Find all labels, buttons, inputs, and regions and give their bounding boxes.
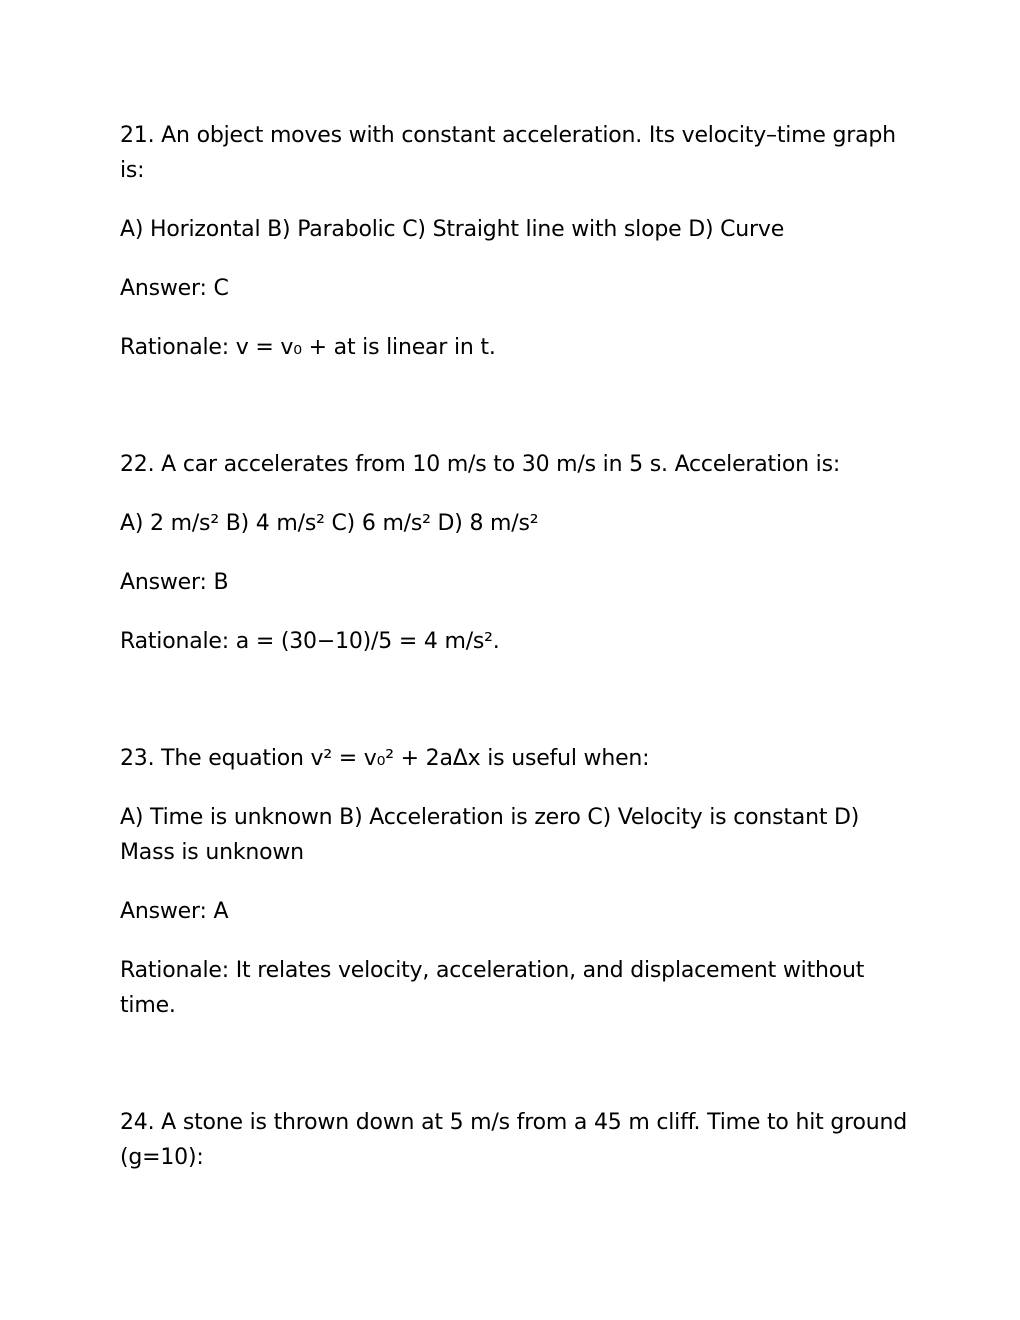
- question-stem: 23. The equation v² = v₀² + 2aΔx is useful when:: [120, 746, 650, 771]
- answer-key: Answer: B: [120, 570, 229, 595]
- answer-key: Answer: A: [120, 899, 229, 924]
- rationale: Rationale: It relates velocity, acceleration, and displacement without time.: [120, 958, 865, 1018]
- question-stem: 22. A car accelerates from 10 m/s to 30 m/s in 5 s. Acceleration is:: [120, 452, 841, 477]
- question-stem: 21. An object moves with constant acceleration. Its velocity–time graph is:: [120, 123, 896, 183]
- answer-key: Answer: C: [120, 276, 229, 301]
- question-22: [120, 447, 910, 659]
- answer-options: A) Horizontal B) Parabolic C) Straight line with slope D) Curve: [120, 217, 785, 242]
- question-23: [120, 741, 910, 1023]
- answer-options: A) Time is unknown B) Acceleration is zero C) Velocity is constant D) Mass is unknown: [120, 805, 860, 865]
- answer-options: A) 2 m/s² B) 4 m/s² C) 6 m/s² D) 8 m/s²: [120, 511, 539, 536]
- question-21: [120, 118, 910, 365]
- rationale: Rationale: v = v₀ + at is linear in t.: [120, 335, 496, 360]
- rationale: Rationale: a = (30−10)/5 = 4 m/s².: [120, 629, 500, 654]
- document-page: [120, 118, 910, 1175]
- question-24: [120, 1105, 910, 1175]
- question-stem: 24. A stone is thrown down at 5 m/s from a 45 m cliff. Time to hit ground (g=10):: [120, 1110, 907, 1170]
